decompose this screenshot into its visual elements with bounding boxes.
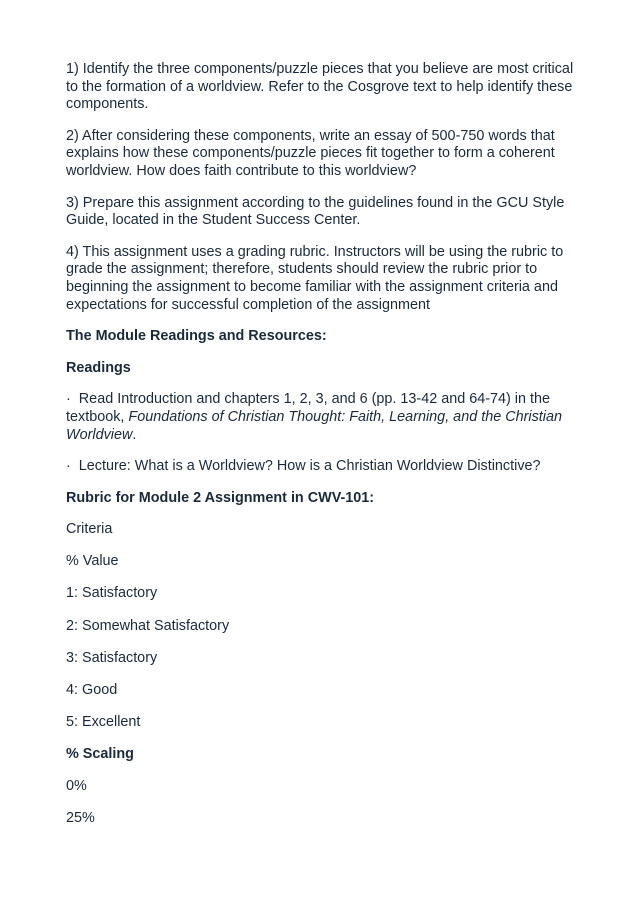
reading-item-lecture xyxy=(66,458,586,476)
rubric-line: 1: Satisfactory xyxy=(66,585,158,602)
rubric-heading: Rubric for Module 2 Assignment in CWV-101: xyxy=(66,489,375,506)
reading-item-suffix: . xyxy=(132,426,137,443)
rubric-line: % Value xyxy=(66,553,119,570)
reading-item-textbook xyxy=(66,391,586,444)
readings-heading: Readings xyxy=(66,359,131,376)
rubric-line: Criteria xyxy=(66,521,113,538)
module-readings-heading: The Module Readings and Resources: xyxy=(66,328,327,345)
rubric-line: 5: Excellent xyxy=(66,713,141,730)
rubric-line: 2: Somewhat Satisfactory xyxy=(66,617,230,634)
textbook-title: Foundations of Christian Thought: Faith, Learning, and the Christian Worldview xyxy=(66,408,562,443)
instruction-item-2: 2) After considering these components, write an essay of 500-750 words that explains how these components/puzzle pieces fit together to form a coherent worldview. How does faith contribute to this worldview? xyxy=(66,127,555,179)
scaling-heading: % Scaling xyxy=(66,745,134,762)
document-body xyxy=(66,61,586,842)
instruction-item-3: 3) Prepare this assignment according to the guidelines found in the GCU Style Guide, located in the Student Success Center. xyxy=(66,194,565,229)
bullet-mark: · xyxy=(66,458,71,475)
instruction-item-1: 1) Identify the three components/puzzle pieces that you believe are most critical to the formation of a worldview. Refer to the Cosgrove text to help identify these components. xyxy=(66,61,574,113)
rubric-line: 4: Good xyxy=(66,681,118,698)
rubric-line: 3: Satisfactory xyxy=(66,649,158,666)
instruction-item-4: 4) This assignment uses a grading rubric. Instructors will be using the rubric to grade the assignment; therefore, students should review the rubric prior to beginning the assignment to become familiar with the assignment criteria and expectations for successful completion of the assignment xyxy=(66,243,564,313)
scaling-value: 0% xyxy=(66,778,87,795)
reading-item-text: Read Introduction and chapters 1, 2, 3, and 6 (pp. 13-42 and 64-74) in the textbook, xyxy=(66,391,555,425)
scaling-value: 25% xyxy=(66,810,95,827)
reading-item-text: Lecture: What is a Worldview? How is a Christian Worldview Distinctive? xyxy=(70,458,541,475)
bullet-mark: · xyxy=(66,391,71,408)
